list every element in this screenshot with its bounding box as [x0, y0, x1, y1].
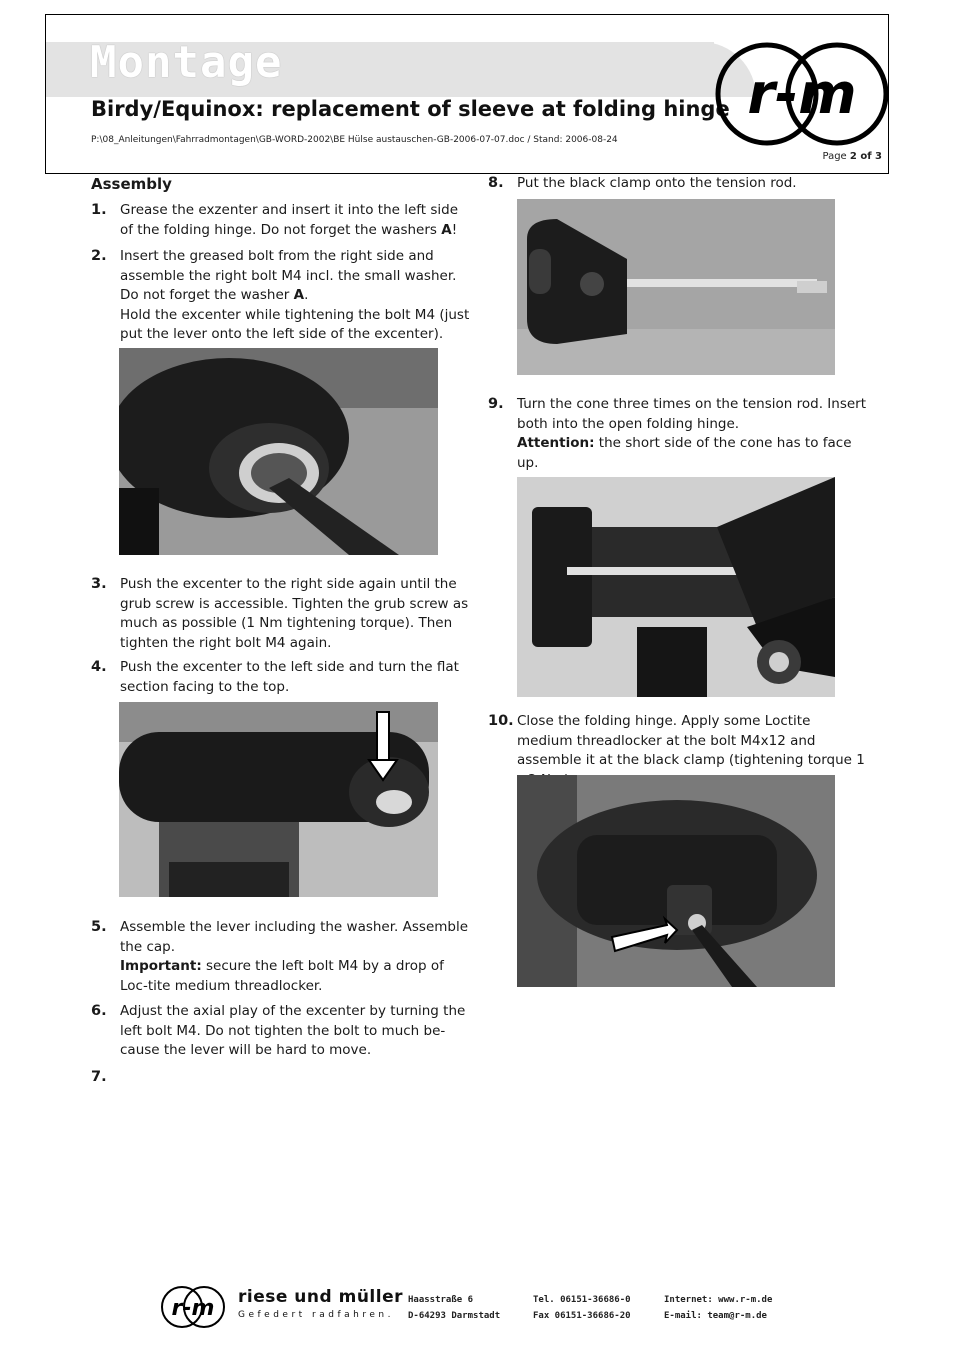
rm-logo-icon: [712, 39, 892, 149]
step-text: Close the folding hinge. Apply some Loctite medium threadlocker at the bolt M4x12 and assemble it at the black clamp (tightening torque 1: [517, 713, 865, 768]
step-5: [91, 918, 471, 998]
step-1: [91, 201, 471, 243]
document-path: P:\08_Anleitungen\Fahrradmontagen\GB-WORD-2002\BE Hülse austauschen-GB-2006-07-07.doc / Stand: 2006-08-24: [91, 135, 618, 145]
step-text: Hold the excenter while tightening the bolt M4 (just put the lever onto the left side of the excenter).: [120, 306, 470, 342]
step-2: [91, 247, 471, 347]
brand-tagline: Gefedert radfahren.: [238, 1310, 394, 1320]
step-number: 6.: [91, 1003, 107, 1019]
phone-number: Tel. 06151-36686-0: [533, 1295, 631, 1305]
step-8: [488, 174, 868, 196]
step-9: [488, 395, 868, 475]
brand-name: riese und müller: [238, 1287, 403, 1307]
step-text: Turn the cone three times on the tension rod. Insert both into the open folding hinge.: [517, 396, 867, 432]
step-number: 1.: [91, 202, 107, 218]
page-value: 2 of 3: [849, 151, 882, 162]
document-title: Birdy/Equinox: replacement of sleeve at folding hinge: [91, 97, 730, 121]
step-text: Assemble the lever including the washer. Assemble the cap.: [120, 919, 469, 955]
contact-block: [664, 1292, 772, 1324]
attention-label: Attention:: [517, 435, 595, 451]
step-text: secure the left bolt M4 by a drop of Loc-tite medium threadlocker.: [120, 958, 444, 994]
step-bold: A: [293, 287, 305, 303]
step-4: [91, 658, 471, 700]
page-number: [822, 151, 882, 162]
step-number: 2.: [91, 248, 107, 264]
step-text: !: [451, 221, 458, 238]
step-text: Grease the exzenter and insert it into the left side of the folding hinge. Do not forget the washers: [120, 202, 459, 238]
step-text: the short side of the cone has to face up.: [517, 435, 852, 471]
address-block: [408, 1292, 500, 1324]
step-text: Push the excenter to the right side again until the grub screw is accessible. Tighten the grub screw as much as possible (1 Nm tightening torque). Then tighten the right bolt M4 again.: [120, 576, 469, 651]
step-10: [488, 712, 868, 774]
photo-step-2: [119, 348, 438, 555]
address-street: Haasstraße 6: [408, 1295, 474, 1305]
step-number: 4.: [91, 659, 107, 675]
fax-number: Fax 06151-36686-20: [533, 1311, 631, 1321]
step-number: 5.: [91, 919, 107, 935]
important-label: Important:: [120, 958, 202, 974]
phone-block: [533, 1292, 631, 1324]
photo-step-8: [517, 199, 835, 375]
document-footer: [160, 1283, 800, 1333]
website-link[interactable]: Internet: www.r-m.de: [664, 1295, 773, 1305]
document-header: [45, 14, 889, 174]
email-link[interactable]: E-mail: team@r-m.de: [664, 1311, 767, 1321]
step-text: Adjust the axial play of the excenter by turning the left bolt M4. Do not tighten the bolt to much be-cause the lever will be hard to move.: [120, 1003, 466, 1058]
rm-footer-logo-icon: [160, 1283, 226, 1331]
step-text: Push the excenter to the left side and turn the flat section facing to the top.: [120, 659, 459, 695]
banner-word: Montage: [90, 37, 283, 88]
step-bold: A: [441, 221, 452, 238]
step-6: [91, 1002, 471, 1064]
photo-step-4: [119, 702, 438, 897]
step-number: 9.: [488, 396, 504, 412]
step-3: [91, 575, 471, 657]
photo-step-9: [517, 477, 835, 697]
step-number: 10.: [488, 713, 514, 729]
step-text: Insert the greased bolt from the right side and assemble the right bolt M4 incl. the small washer. Do not forget the washer: [120, 248, 457, 303]
step-text: .: [304, 287, 309, 303]
address-city: D-64293 Darmstadt: [408, 1311, 501, 1321]
logo-text: r-m: [747, 62, 857, 127]
step-number: 3.: [91, 576, 107, 592]
step-number: 7.: [91, 1069, 107, 1085]
section-title: Assembly: [91, 175, 172, 193]
page-prefix: Page: [822, 151, 847, 162]
step-text: Put the black clamp onto the tension rod.: [517, 175, 797, 191]
photo-step-10: [517, 775, 835, 987]
footer-logo-text: r-m: [171, 1296, 215, 1321]
step-number: 8.: [488, 175, 504, 191]
step-7: [91, 1068, 471, 1090]
